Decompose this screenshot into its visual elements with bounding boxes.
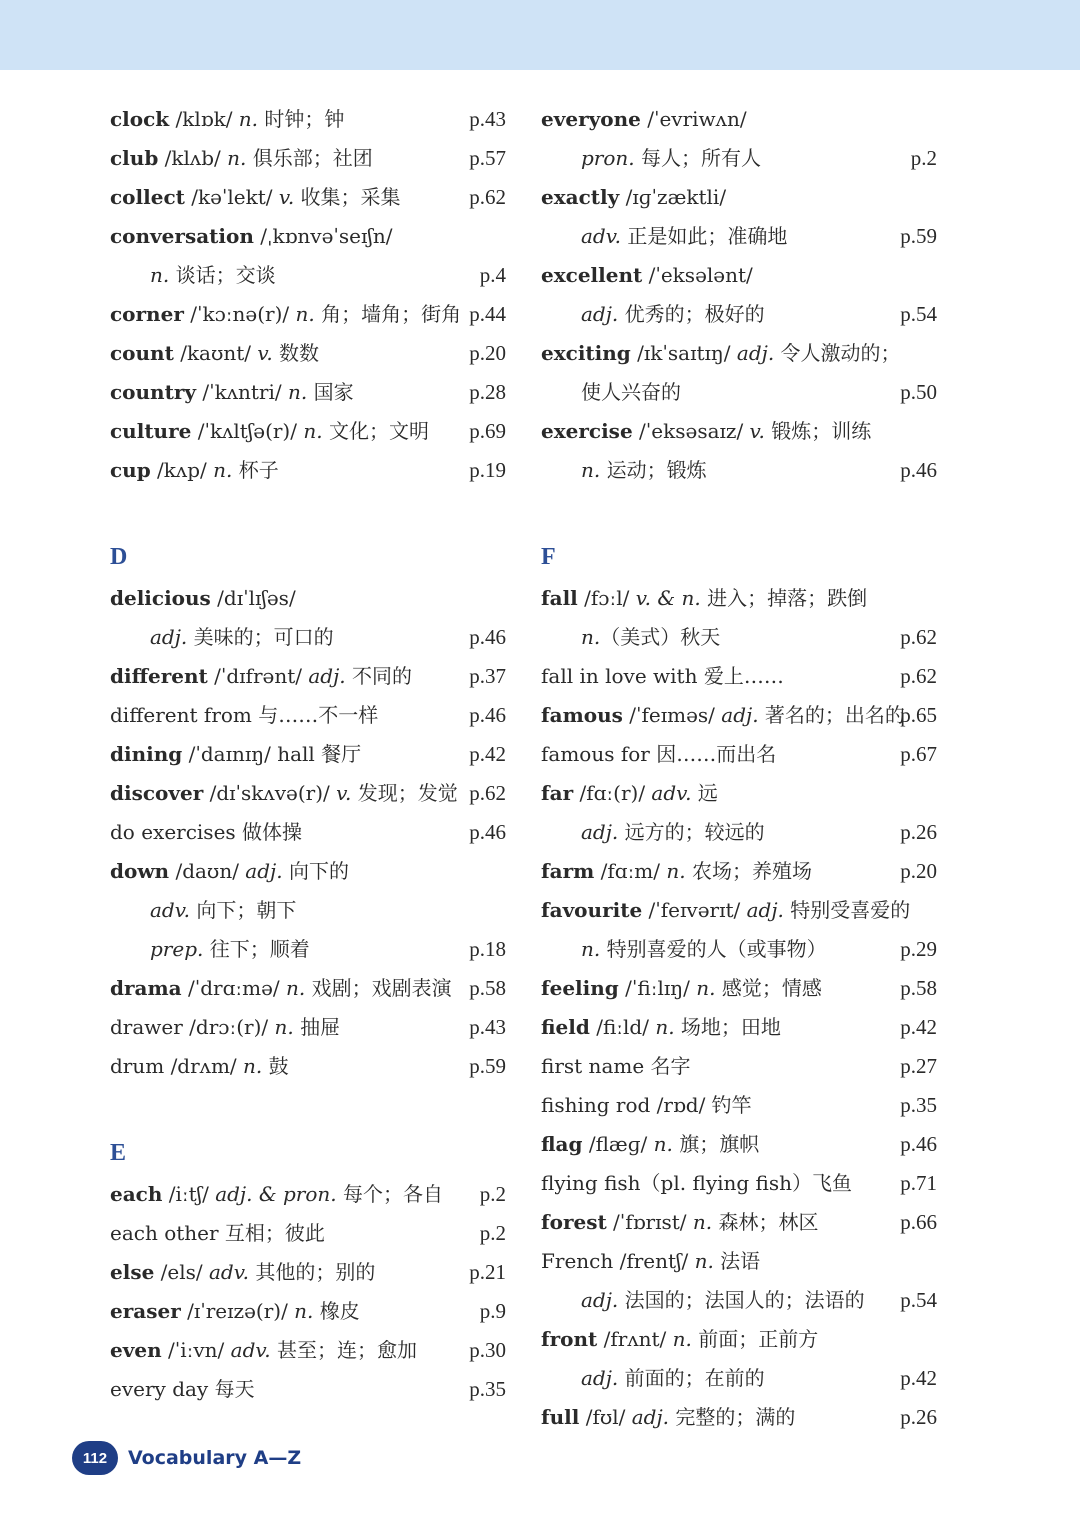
page-reference: p.54 [900,302,937,326]
part-of-speech: n. [286,976,306,1000]
vocab-entry [110,334,510,373]
headword: front [541,1327,598,1351]
entry-continuation [110,256,510,295]
part-of-speech: adj. [581,820,619,844]
pronunciation: /ˈkʌntri/ [196,380,288,404]
vocab-entry [110,412,510,451]
pronunciation: /ɪˈreɪzə(r)/ [180,1299,295,1323]
part-of-speech: n. [227,146,247,170]
entry-continuation [541,451,941,490]
headword: feeling [541,976,619,1000]
part-of-speech: n. [581,458,601,482]
pronunciation: /kʌp/ [150,458,214,482]
pronunciation: /ˈdaɪnɪŋ/ hall 餐厅 [182,742,362,766]
page-reference: p.50 [900,380,937,404]
pronunciation: do exercises 做体操 [110,820,303,844]
vocab-entry [110,1047,510,1086]
part-of-speech: adj. [581,1366,619,1390]
headword: delicious [110,586,211,610]
part-of-speech: n. [274,1015,294,1039]
pronunciation: /ɪɡˈzæktli/ [619,185,727,209]
pronunciation: /ˈkɔːnə(r)/ [183,302,296,326]
entry-continuation [541,1281,941,1320]
entry-continuation [541,217,941,256]
vocab-entry [110,852,510,891]
pronunciation: every day 每天 [110,1377,255,1401]
headword: conversation [110,224,254,248]
headword: excellent [541,263,643,287]
headword: full [541,1405,580,1429]
headword: favourite [541,898,643,922]
part-of-speech: adj. [150,625,188,649]
pronunciation: fall in love with 爱上…… [541,664,784,688]
page-reference: p.43 [469,1015,506,1039]
vocab-entry [541,1125,941,1164]
page-reference: p.62 [469,781,506,805]
headword: eraser [110,1299,181,1323]
pronunciation: /fɑː(r)/ [573,781,652,805]
pronunciation: /ˈfɒrɪst/ [606,1210,693,1234]
part-of-speech: n. [150,263,170,287]
vocab-entry [541,735,941,774]
entry-continuation [541,373,941,412]
definition: 杯子 [232,458,279,482]
definition: 旗；旗帜 [672,1132,760,1156]
definition: 法语 [713,1249,761,1273]
vocab-entry [541,1203,941,1242]
part-of-speech: adv. [230,1338,271,1362]
vocab-entry [541,178,941,217]
top-color-band [0,0,1080,70]
page-reference: p.58 [900,976,937,1000]
definition: 鼓 [262,1054,289,1078]
pronunciation: /kəˈlekt/ [184,185,279,209]
headword: country [110,380,196,404]
definition: （美式）秋天 [600,625,721,649]
page-reference: p.44 [469,302,506,326]
headword: count [110,341,174,365]
definition: 角；墙角；街角 [314,302,462,326]
pronunciation: /fiːld/ [589,1015,656,1039]
vocab-entry [541,100,941,139]
page-reference: p.67 [900,742,937,766]
page-reference: p.69 [469,419,506,443]
pronunciation: first name 名字 [541,1054,691,1078]
part-of-speech: pron. [581,146,635,170]
page-reference: p.28 [469,380,506,404]
headword: else [110,1260,155,1284]
page-reference: p.35 [469,1377,506,1401]
pronunciation: drum /drʌm/ [110,1054,244,1078]
vocab-entry [541,1008,941,1047]
vocab-entry [541,412,941,451]
definition: 感觉；情感 [715,976,822,1000]
part-of-speech: v. [336,781,352,805]
pronunciation: /ˈfeɪvərɪt/ [642,898,747,922]
page-reference: p.46 [469,625,506,649]
part-of-speech: adj. [721,703,759,727]
definition: 其他的；别的 [249,1260,376,1284]
definition: 正是如此；准确地 [621,224,788,248]
headword: club [110,146,159,170]
vocab-entry [541,1320,941,1359]
definition: 甚至；连；愈加 [270,1338,418,1362]
headword: forest [541,1210,607,1234]
pronunciation: /fɑːm/ [594,859,667,883]
vocab-entry [110,969,510,1008]
headword: far [541,781,574,805]
definition: 著名的；出名的 [758,703,905,727]
definition: 往下；顺着 [203,937,310,961]
definition: 数数 [272,341,320,365]
section-gap [110,490,510,535]
headword: flag [541,1132,583,1156]
headword: corner [110,302,184,326]
page-reference: p.46 [469,820,506,844]
vocab-entry [110,1175,510,1214]
definition: 运动；锻炼 [600,458,707,482]
section-letter-heading: F [541,544,556,570]
part-of-speech: prep. [150,937,204,961]
part-of-speech: adj. [581,1288,619,1312]
headword: exercise [541,419,633,443]
headword: drama [110,976,182,1000]
vocab-entry [110,1008,510,1047]
vocab-entry [541,1086,941,1125]
pronunciation: /els/ [154,1260,209,1284]
page-reference: p.37 [469,664,506,688]
vocab-entry [541,852,941,891]
pronunciation: each other 互相；彼此 [110,1221,325,1245]
entry-continuation [110,618,510,657]
headword: dining [110,742,183,766]
page-reference: p.26 [900,1405,937,1429]
vocab-entry [541,774,941,813]
part-of-speech: n. [243,1054,263,1078]
definition: 令人激动的； [774,341,901,365]
page-reference: p.59 [900,224,937,248]
pronunciation: /fɔːl/ [577,586,636,610]
definition: 优秀的；极好的 [618,302,765,326]
page-reference: p.9 [479,1299,506,1323]
pronunciation: /ˌkɒnvəˈseɪʃn/ [253,224,393,248]
headword: different [110,664,208,688]
vocab-entry [110,579,510,618]
definition: 农场；养殖场 [685,859,812,883]
headword: collect [110,185,185,209]
definition: 收集；采集 [294,185,401,209]
headword: everyone [541,107,641,131]
pronunciation: /ˈdrɑːmə/ [181,976,287,1000]
definition: 戏剧；戏剧表演 [305,976,452,1000]
definition: 每个；各自 [336,1182,444,1206]
part-of-speech: v. [257,341,273,365]
definition: 使人兴奋的 [581,380,681,404]
page-reference: p.46 [900,1132,937,1156]
vocab-entry [110,1253,510,1292]
pronunciation: /fʊl/ [579,1405,632,1429]
vocab-entry [110,774,510,813]
headword: each [110,1182,163,1206]
page-reference: p.30 [469,1338,506,1362]
definition: 抽屉 [293,1015,341,1039]
definition: 前面的；在前的 [618,1366,765,1390]
section-title: Vocabulary A—Z [128,1447,302,1469]
headword: even [110,1338,162,1362]
pronunciation: flying fish（pl. flying fish）飞鱼 [541,1171,853,1195]
entry-continuation [541,930,941,969]
page-reference: p.58 [469,976,506,1000]
part-of-speech: n. [213,458,233,482]
pronunciation: /ˈdɪfrənt/ [207,664,309,688]
pronunciation: French /frentʃ/ [541,1249,695,1273]
part-of-speech: v. [749,419,765,443]
part-of-speech: n. [287,380,308,404]
pronunciation: /iːtʃ/ [162,1182,216,1206]
definition: 橡皮 [313,1299,360,1323]
vocab-entry [110,1292,510,1331]
vocab-entry [110,373,510,412]
page-reference: p.62 [900,625,937,649]
definition: 美味的；可口的 [187,625,334,649]
vocab-entry [110,696,510,735]
part-of-speech: n. [694,1249,714,1273]
right-column [541,100,941,1437]
pronunciation: fishing rod /rɒd/ 钓竿 [541,1093,752,1117]
part-of-speech: n. [294,1299,314,1323]
part-of-speech: n. [692,1210,713,1234]
page-reference: p.65 [900,703,937,727]
part-of-speech: n. [655,1015,675,1039]
page-reference: p.2 [479,1221,506,1245]
vocab-entry [541,891,941,930]
vocab-entry [541,657,941,696]
part-of-speech: n. [303,419,323,443]
part-of-speech: n. [238,107,259,131]
part-of-speech: adj. [631,1405,670,1429]
section-letter-heading: D [110,544,128,570]
page-reference: p.4 [479,263,506,287]
definition: 不同的 [345,664,413,688]
headword: exactly [541,185,620,209]
section-gap [541,490,941,535]
page-reference: p.2 [479,1182,506,1206]
page-reference: p.20 [469,341,506,365]
vocab-entry [110,451,510,490]
pronunciation: /daʊn/ [169,859,246,883]
vocab-entry [541,969,941,1008]
page-reference: p.46 [900,458,937,482]
page-reference: p.29 [900,937,937,961]
vocab-entry [541,334,941,373]
part-of-speech: adv. [150,898,191,922]
page-reference: p.27 [900,1054,937,1078]
definition: 发现；发觉 [351,781,458,805]
section-letter-heading: E [110,1140,127,1166]
part-of-speech: adj. [581,302,619,326]
part-of-speech: v. & n. [635,586,701,610]
page-reference: p.62 [469,185,506,209]
definition: 进入；掉落；跌倒 [700,586,868,610]
headword: discover [110,781,204,805]
definition: 法国的；法国人的；法语的 [618,1288,865,1312]
part-of-speech: adj. [746,898,784,922]
definition: 时钟；钟 [258,107,345,131]
part-of-speech: adv. [581,224,622,248]
vocab-entry [541,1242,941,1281]
part-of-speech: adj. [736,341,775,365]
page-number-badge: 112 [72,1441,118,1475]
pronunciation: different from 与……不一样 [110,703,379,727]
headword: culture [110,419,192,443]
headword: exciting [541,341,631,365]
headword: fall [541,586,578,610]
definition: 完整的；满的 [669,1405,796,1429]
part-of-speech: adj. [245,859,283,883]
page-footer [72,1441,301,1475]
definition: 特别喜爱的人（或事物） [600,937,827,961]
page-reference: p.57 [469,146,506,170]
pronunciation: /ɪkˈsaɪtɪŋ/ [630,341,737,365]
vocab-entry [541,1047,941,1086]
vocab-entry [110,657,510,696]
definition: 场地；田地 [674,1015,781,1039]
vocab-entry [541,696,941,735]
definition: 文化；文明 [322,419,429,443]
vocab-entry [110,735,510,774]
definition: 远方的；较远的 [618,820,765,844]
vocab-entry [541,256,941,295]
vocab-entry [110,178,510,217]
pronunciation: /ˈfiːlɪŋ/ [618,976,697,1000]
headword: cup [110,458,151,482]
pronunciation: /frʌnt/ [597,1327,673,1351]
headword: clock [110,107,170,131]
headword: famous [541,703,623,727]
part-of-speech: n. [666,859,686,883]
pronunciation: /ˈevriwʌn/ [640,107,747,131]
vocab-entry [110,813,510,852]
pronunciation: /flæɡ/ [582,1132,654,1156]
page-reference: p.42 [469,742,506,766]
pronunciation: /ˈeksələnt/ [642,263,753,287]
definition: 每人；所有人 [634,146,762,170]
page-reference: p.59 [469,1054,506,1078]
part-of-speech: adj. [308,664,346,688]
part-of-speech: n. [581,625,601,649]
vocab-entry [541,579,941,618]
part-of-speech: v. [278,185,295,209]
page-reference: p.62 [900,664,937,688]
page-reference: p.71 [900,1171,937,1195]
vocab-entry [110,100,510,139]
vocab-entry [110,139,510,178]
entry-continuation [541,139,941,178]
vocab-entry [110,1370,510,1409]
part-of-speech: n. [581,937,601,961]
pronunciation: famous for 因……而出名 [541,742,777,766]
page-reference: p.66 [900,1210,937,1234]
pronunciation: /klɒk/ [169,107,239,131]
left-column [110,100,510,1409]
headword: down [110,859,170,883]
pronunciation: /ˈfeɪməs/ [622,703,722,727]
definition: 向下的 [282,859,349,883]
definition: 向下；朝下 [190,898,297,922]
pronunciation: /klʌb/ [158,146,228,170]
definition: 国家 [307,380,354,404]
definition: 锻炼；训练 [764,419,872,443]
headword: field [541,1015,590,1039]
pronunciation: /ˈeksəsaɪz/ [632,419,750,443]
pronunciation: /dɪˈlɪʃəs/ [210,586,296,610]
page-reference: p.46 [469,703,506,727]
definition: 前面；正前方 [691,1327,819,1351]
page-reference: p.21 [469,1260,506,1284]
vocab-entry [110,295,510,334]
page-reference: p.35 [900,1093,937,1117]
page-reference: p.26 [900,820,937,844]
definition: 特别受喜爱的 [783,898,911,922]
page-reference: p.43 [469,107,506,131]
vocab-entry [110,1331,510,1370]
vocab-entry [541,1164,941,1203]
pronunciation: /kaʊnt/ [173,341,258,365]
part-of-speech: adj. & pron. [215,1182,337,1206]
entry-continuation [541,813,941,852]
page-reference: p.42 [900,1366,937,1390]
entry-continuation [541,295,941,334]
definition: 远 [691,781,718,805]
vocab-entry [110,1214,510,1253]
part-of-speech: adv. [209,1260,250,1284]
page-reference: p.20 [900,859,937,883]
vocab-entry [541,1398,941,1437]
entry-continuation [541,1359,941,1398]
pronunciation: /dɪˈskʌvə(r)/ [203,781,337,805]
page-reference: p.2 [910,146,937,170]
section-gap [110,1086,510,1131]
page-reference: p.18 [469,937,506,961]
page-reference: p.19 [469,458,506,482]
pronunciation: /ˈiːvn/ [161,1338,231,1362]
definition: 俱乐部；社团 [246,146,373,170]
definition: 谈话；交谈 [169,263,276,287]
vocab-entry [110,217,510,256]
part-of-speech: adv. [651,781,692,805]
part-of-speech: n. [672,1327,692,1351]
headword: farm [541,859,595,883]
entry-continuation [541,618,941,657]
entry-continuation [110,930,510,969]
page-reference: p.54 [900,1288,937,1312]
part-of-speech: n. [653,1132,673,1156]
definition: 森林；林区 [712,1210,819,1234]
entry-continuation [110,891,510,930]
page-reference: p.42 [900,1015,937,1039]
part-of-speech: n. [295,302,315,326]
part-of-speech: n. [696,976,716,1000]
pronunciation: drawer /drɔː(r)/ [110,1015,275,1039]
pronunciation: /ˈkʌltʃə(r)/ [191,419,304,443]
